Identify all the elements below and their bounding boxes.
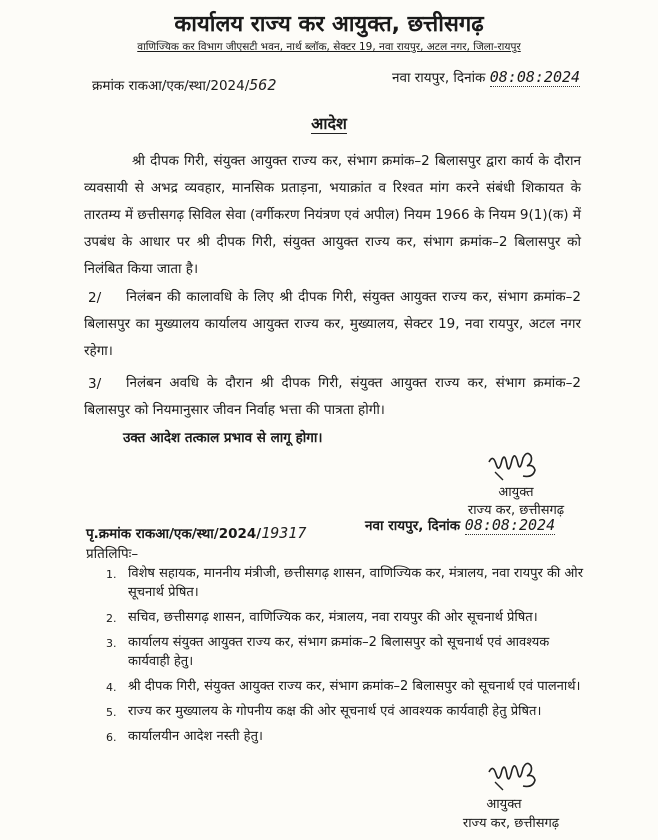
order-date-handwritten: 08:08:2024: [489, 68, 581, 86]
list-item: [106, 727, 586, 746]
paragraph-4: उक्त आदेश तत्काल प्रभाव से लागू होगा।: [123, 430, 323, 446]
list-item-number: 6.: [106, 731, 117, 744]
list-item-number: 1.: [106, 568, 117, 581]
paragraph-1: श्री दीपक गिरी, संयुक्त आयुक्त राज्य कर, संभाग क्रमांक–2 बिलासपुर द्वारा कार्य के दौरान व्यवसायी से अभद्र व्यवहार, मानसिक प्रताड़ना, भयाक्रांत व रिश्वत मांग करने संबंधी शिकायत के तारतम्य में छत्तीसगढ़ सिविल सेवा (वर्गीकरण नियंत्रण एवं अपील) नियम 1966 के नियम 9(1)(क) में उपबंध के आधार पर श्री दीपक गिरी, संयुक्त आयुक्त राज्य कर, संभाग क्रमांक–2 बिलासपुर को निलंबित किया जाता है।: [84, 153, 581, 277]
signature-1-department: राज्य कर, छत्तीसगढ़: [467, 503, 565, 518]
list-item: [106, 608, 586, 627]
endorsement-date-handwritten: 08:08:2024: [464, 516, 556, 534]
list-item-text: राज्य कर मुख्यालय के गोपनीय कक्ष की ओर सूचनार्थ एवं आवश्यक कार्यवाही हेतु प्रेषित।: [128, 704, 542, 719]
order-number-handwritten: 562: [249, 76, 277, 94]
list-item-text: विशेष सहायक, माननीय मंत्रीजी, छत्तीसगढ़ शासन, वाणिज्यिक कर, मंत्रालय, नवा रायपुर की ओर सूचनार्थ प्रेषित।: [128, 566, 584, 600]
signature-2-image: [485, 758, 555, 792]
copy-label: प्रतिलिपिः–: [86, 546, 139, 562]
list-item-text: सचिव, छत्तीसगढ़ शासन, वाणिज्यिक कर, मंत्रालय, नवा रायपुर की ओर सूचनार्थ प्रेषित।: [128, 610, 538, 625]
list-item-text: कार्यालय संयुक्त आयुक्त राज्य कर, संभाग क्रमांक–2 बिलासपुर को सूचनार्थ एवं आवश्यक कार्यवाही हेतु।: [128, 635, 550, 669]
list-item: [106, 677, 586, 696]
signature-1-designation: आयुक्त: [498, 485, 534, 500]
order-heading-text: आदेश: [311, 114, 347, 133]
endorsement-number-handwritten: 19317: [261, 524, 307, 542]
copy-list: [106, 564, 586, 752]
office-address: वाणिज्यिक कर विभाग जीएसटी भवन, नार्थ ब्लॉक, सेक्टर 19, नवा रायपुर, अटल नगर, जिला-रायपुर: [137, 41, 521, 53]
list-item: [106, 633, 586, 671]
endorsement-date-label: नवा रायपुर, दिनांक: [365, 518, 461, 534]
list-item-number: 4.: [106, 681, 117, 694]
order-number-label: क्रमांक राकआ/एक/स्था/2024/: [92, 78, 250, 94]
list-item-text: कार्यालयीन आदेश नस्ती हेतु।: [128, 729, 263, 744]
office-title: कार्यालय राज्य कर आयुक्त, छत्तीसगढ़: [174, 12, 484, 37]
endorsement-number: [86, 524, 306, 542]
paragraph-2: निलंबन की कालावधि के लिए श्री दीपक गिरी, संयुक्त आयुक्त राज्य कर, संभाग क्रमांक–2 बिलासपुर का मुख्यालय कार्यालय आयुक्त राज्य कर, मुख्यालय, सेक्टर 19, नवा रायपुर, अटल नगर रहेगा।: [84, 289, 581, 359]
paragraph-3-number: 3/: [88, 376, 102, 392]
list-item: [106, 702, 586, 721]
order-heading: [0, 112, 658, 134]
signature-1-image: [485, 448, 555, 482]
order-date: [392, 68, 580, 86]
list-item-number: 5.: [106, 706, 117, 719]
list-item-text: श्री दीपक गिरी, संयुक्त आयुक्त राज्य कर, संभाग क्रमांक–2 बिलासपुर को सूचनार्थ एवं पालनार्थ।: [128, 679, 581, 694]
paragraph-2-number: 2/: [88, 290, 102, 306]
list-item-number: 3.: [106, 637, 117, 650]
paragraph-3: निलंबन अवधि के दौरान श्री दीपक गिरी, संयुक्त आयुक्त राज्य कर, संभाग क्रमांक–2 बिलासपुर को नियमानुसार जीवन निर्वाह भत्ता की पात्रता होगी।: [84, 375, 581, 418]
order-number: [92, 76, 276, 94]
signature-2-designation: आयुक्त: [486, 797, 522, 812]
endorsement-number-label: पृ.क्रमांक राकआ/एक/स्था/2024/: [86, 526, 262, 542]
list-item: [106, 564, 586, 602]
signature-2-department: राज्य कर, छत्तीसगढ़: [462, 816, 560, 831]
endorsement-date: [365, 516, 555, 534]
list-item-number: 2.: [106, 612, 117, 625]
order-date-label: नवा रायपुर, दिनांक: [392, 70, 486, 86]
